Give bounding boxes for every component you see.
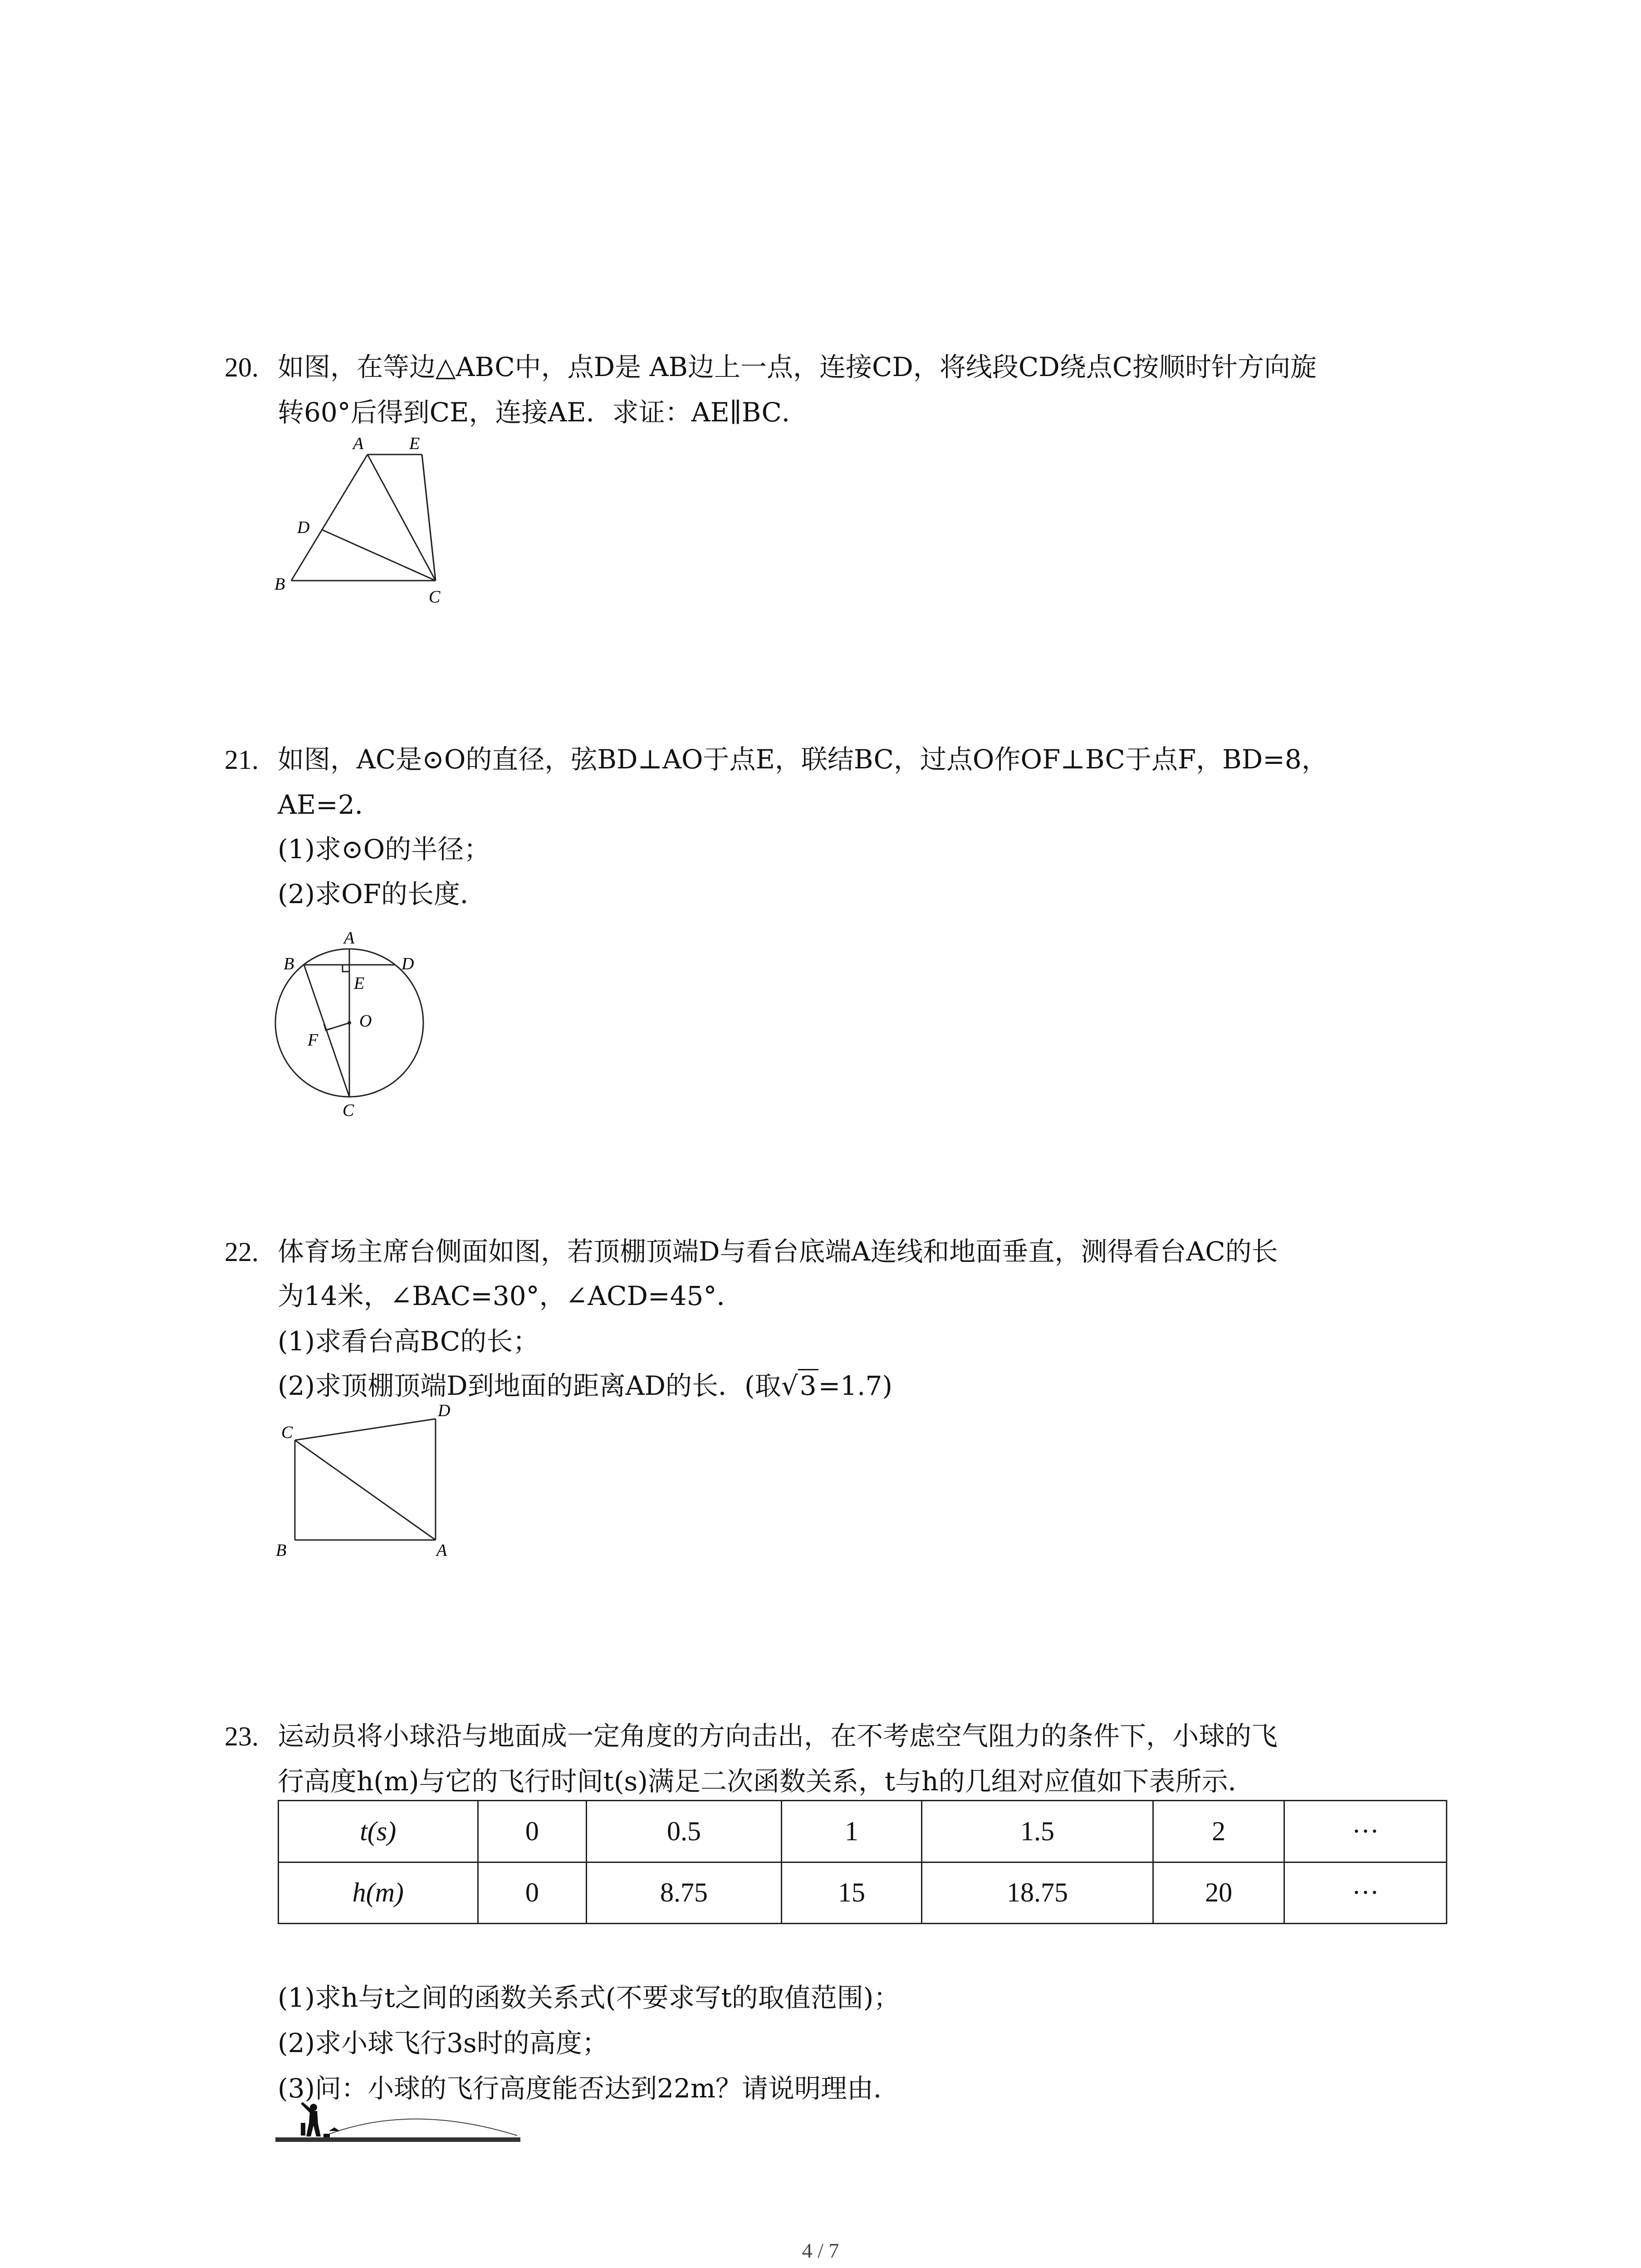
table-row [279, 1801, 1447, 1862]
q23-number: 23. [225, 1721, 259, 1751]
table-cell: 0.5 [587, 1801, 782, 1862]
q22-number: 22. [225, 1237, 259, 1267]
q22-label-a: A [436, 1541, 447, 1560]
q22-text-line1: 体育场主席台侧面如图，若顶棚顶端D与看台底端A连线和地面垂直，测得看台AC的长 [278, 1236, 1278, 1267]
q22-part2-text: (2)求顶棚顶端D到地面的距离AD的长．(取 [278, 1370, 781, 1401]
golfer-figure [274, 2096, 529, 2146]
q21-label-o: O [359, 1012, 372, 1031]
q21-label-d: D [402, 954, 414, 973]
q21-label-f: F [308, 1031, 318, 1050]
q21-label-a: A [344, 929, 355, 948]
table-cell: 1.5 [922, 1801, 1153, 1862]
table-cell: 20 [1153, 1862, 1284, 1924]
q23-text-line1: 运动员将小球沿与地面成一定角度的方向击出，在不考虑空气阻力的条件下，小球的飞 [278, 1721, 1278, 1751]
table-cell: 15 [781, 1862, 922, 1924]
q21-label-e: E [354, 974, 365, 993]
q20-number: 20. [225, 352, 259, 382]
q22-text-line2: 为14米，∠BAC=30°，∠ACD=45°． [278, 1281, 743, 1311]
table-cell: 2 [1153, 1801, 1284, 1862]
q21-part1: (1)求⊙O的半径； [278, 834, 490, 865]
q22-label-b: B [276, 1541, 287, 1560]
page-number: 4 / 7 [802, 2239, 839, 2262]
q20-label-e: E [409, 434, 420, 453]
table-cell: ··· [1284, 1801, 1447, 1862]
q21-figure [263, 914, 454, 1123]
table-row [279, 1862, 1447, 1924]
q20-text-line2: 转60°后得到CE，连接AE．求证：AE∥BC． [278, 397, 808, 428]
q22-part2 [278, 1370, 893, 1401]
q23-part1: (1)求h与t之间的函数关系式(不要求写t的取值范围)； [278, 1982, 900, 2013]
table-cell: 1 [781, 1801, 922, 1862]
table-cell: h(m) [279, 1862, 478, 1924]
table-cell: ··· [1284, 1862, 1447, 1924]
q22-figure [272, 1402, 463, 1565]
q21-part2: (2)求OF的长度． [278, 879, 486, 909]
table-cell: t(s) [279, 1801, 478, 1862]
table-cell: 8.75 [587, 1862, 782, 1924]
q21-text-line2: AE=2． [278, 789, 381, 820]
q23-text-line2: 行高度h(m)与它的飞行时间t(s)满足二次函数关系，t与h的几组对应值如下表所示． [278, 1766, 1254, 1797]
q23-part3: (3)问：小球的飞行高度能否达到22m？请说明理由． [278, 2073, 900, 2104]
q22-part2-value: =1.7) [818, 1370, 893, 1401]
q21-label-b: B [284, 954, 294, 973]
q22-sqrt-radicand: 3 [798, 1369, 818, 1401]
q21-text-line1: 如图，AC是⊙O的直径，弦BD⊥AO于点E，联结BC，过点O作OF⊥BC于点F，BD=8， [278, 744, 1328, 775]
q20-figure [272, 431, 463, 612]
q20-label-d: D [297, 518, 310, 537]
q22-part1: (1)求看台高BC的长； [278, 1326, 539, 1357]
q22-label-d: D [438, 1402, 451, 1420]
sqrt-icon: √ [781, 1370, 798, 1401]
q20-label-c: C [429, 587, 441, 606]
value-table [278, 1800, 1447, 1924]
q21-label-c: C [343, 1101, 354, 1120]
q20-label-a: A [353, 434, 364, 453]
q20-text-line1: 如图，在等边△ABC中，点D是 AB边上一点，连接CD，将线段CD绕点C按顺时针方向旋 [278, 352, 1317, 382]
q20-label-b: B [274, 575, 285, 594]
q21-number: 21. [225, 745, 259, 775]
q23-part2: (2)求小球飞行3s时的高度； [278, 2028, 608, 2058]
table-cell: 0 [478, 1862, 587, 1924]
table-cell: 18.75 [922, 1862, 1153, 1924]
table-cell: 0 [478, 1801, 587, 1862]
q22-label-c: C [281, 1423, 293, 1442]
